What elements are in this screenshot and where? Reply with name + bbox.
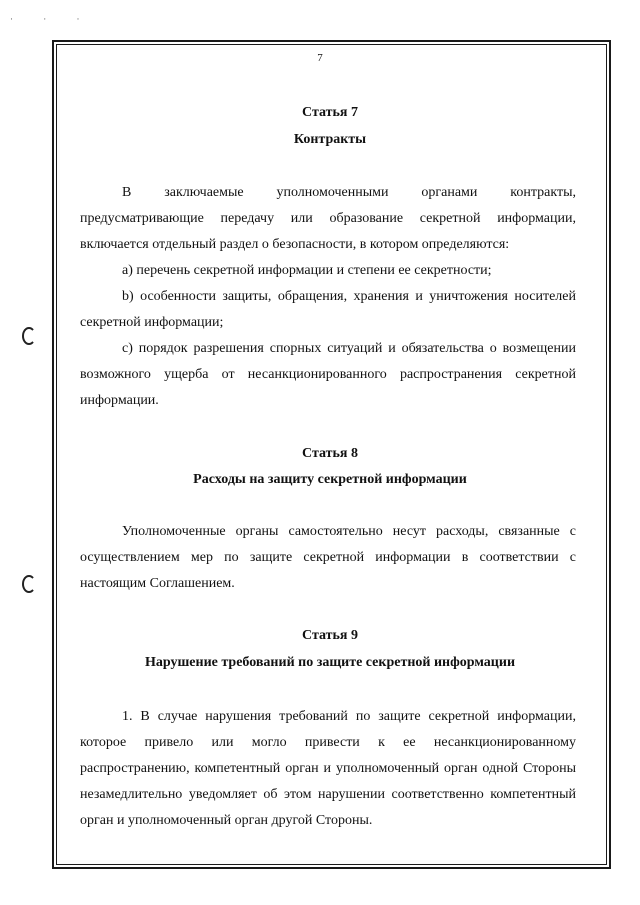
- scan-specks: · · ·: [10, 14, 94, 24]
- article-8-paragraph: Уполномоченные органы самостоятельно несут расходы, связанные с осуществлением мер по защите секретной информации в соответствии с настоящим Соглашением.: [80, 524, 576, 591]
- article-7-heading: Статья 7: [302, 105, 358, 120]
- punch-hole-mark: [22, 327, 36, 345]
- page-number: 7: [317, 52, 323, 64]
- article-8-title: Расходы на защиту секретной информации: [193, 472, 467, 487]
- article-9-paragraph: 1. В случае нарушения требований по защите секретной информации, которое привело или могло привести к ее несанкционированному распространению, компетентный орган и уполномоченный орган одной Стороны незамедлительно уведомляет об этом нарушении соответственно компетентный орган и уполномоченный орган другой Стороны.: [80, 709, 576, 828]
- article-7-paragraph: В заключаемые уполномоченными органами контракты, предусматривающие передачу или образование секретной информации, включается отдельный раздел о безопасности, в котором определяются:: [80, 185, 576, 252]
- article-7-item-c: c) порядок разрешения спорных ситуаций и обязательства о возмещении возможного ущерба от несанкционированного распространения секретной информации.: [80, 341, 576, 408]
- article-8-heading: Статья 8: [302, 446, 358, 461]
- article-7-item-b: b) особенности защиты, обращения, хранения и уничтожения носителей секретной информации;: [80, 289, 576, 330]
- article-9-heading: Статья 9: [302, 628, 358, 643]
- article-7-item-a: a) перечень секретной информации и степени ее секретности;: [122, 263, 492, 278]
- punch-hole-mark: [22, 575, 36, 593]
- article-7-title: Контракты: [293, 132, 367, 147]
- article-9-title: Нарушение требований по защите секретной информации: [144, 655, 516, 670]
